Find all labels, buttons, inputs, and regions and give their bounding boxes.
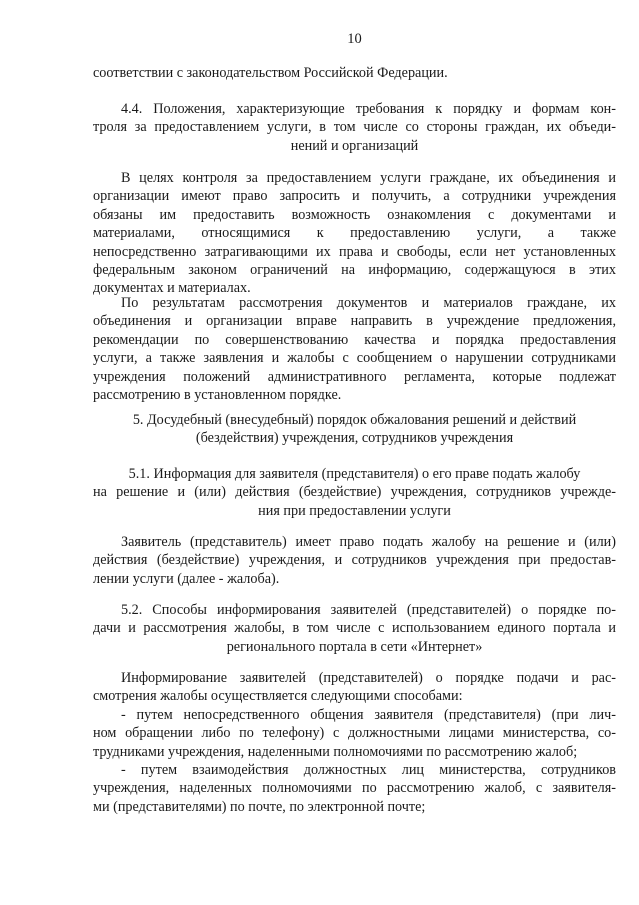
text-line: ном обращении либо по телефону) с должностными лицами министерства, со- <box>93 725 616 742</box>
text-line: учреждения положений административного регламента, которые подлежат <box>93 368 616 385</box>
text-line: объединения и организации вправе направить в учреждение предложения, <box>93 313 616 330</box>
text-line: обязаны им предоставить возможность ознакомления с документами и <box>93 206 616 223</box>
text-line: В целях контроля за предоставлением услуги граждане, их объединения и <box>121 170 616 186</box>
text-line: - путем непосредственного общения заявителя (представителя) (при лич- <box>121 707 616 723</box>
text-line: материалами, относящимися к предоставлению услуги, а также <box>93 225 616 242</box>
text-line: ми (представителями) по почте, по электронной почте; <box>93 798 426 815</box>
paragraph <box>93 169 616 298</box>
continuation-text <box>93 64 616 82</box>
text-line: - путем взаимодействия должностных лиц министерства, сотрудников <box>121 762 616 778</box>
text-line: действия (бездействие) учреждения, и сотрудников учреждения при предостав- <box>93 552 616 569</box>
section-heading-4-4 <box>93 100 616 155</box>
heading-line: 5. Досудебный (внесудебный) порядок обжалования решений и действий <box>132 412 577 428</box>
section-heading-5-1 <box>93 465 616 520</box>
text-line: федеральным законом ограничений на информацию, содержащуюся в этих <box>93 262 616 279</box>
text-line: учреждения, наделенных полномочиями по рассмотрению жалоб, с заявителя- <box>93 780 616 797</box>
text-line: услуги, а также заявления и жалобы с сообщением о нарушении сотрудниками <box>93 350 616 367</box>
heading-line: (бездействия) учреждения, сотрудников учреждения <box>195 430 514 447</box>
heading-line: 5.2. Способы информирования заявителей (представителей) о порядке по- <box>121 602 616 618</box>
text-line: лении услуги (далее - жалоба). <box>93 570 280 587</box>
heading-line: троля за предоставлением услуги, в том числе со стороны граждан, их объеди- <box>93 119 616 136</box>
list-item <box>93 706 616 761</box>
paragraph <box>93 533 616 588</box>
heading-line: 4.4. Положения, характеризующие требования к порядку и формам кон- <box>121 101 616 117</box>
heading-line: регионального портала в сети «Интернет» <box>226 638 483 655</box>
heading-line: ния при предоставлении услуги <box>258 502 451 519</box>
text-line: Заявитель (представитель) имеет право подать жалобу на решение и (или) <box>121 534 616 550</box>
text-line: документах и материалах. <box>93 280 251 297</box>
text-line: рассмотрению в установленном порядке. <box>93 387 342 404</box>
text-line: непосредственно затрагивающими их права и свободы, если нет установленных <box>93 243 616 260</box>
section-heading-5-2 <box>93 601 616 656</box>
list-item <box>93 761 616 816</box>
heading-line: на решение и (или) действия (бездействие) учреждения, сотрудников учрежде- <box>93 484 616 501</box>
text-line: соответствии с законодательством Российской Федерации. <box>93 65 448 81</box>
text-line: Информирование заявителей (представителей) о порядке подачи и рас- <box>121 670 616 686</box>
heading-line: 5.1. Информация для заявителя (представителя) о его праве подать жалобу <box>128 466 581 482</box>
text-line: организации имеют право запросить и получить, а сотрудники учреждения <box>93 188 616 205</box>
heading-line: нений и организаций <box>290 137 419 154</box>
heading-line: дачи и рассмотрения жалобы, в том числе с использованием единого портала и <box>93 620 616 637</box>
text-line: трудниками учреждения, наделенными полномочиями по рассмотрению жалоб; <box>93 743 578 760</box>
section-heading-5 <box>93 411 616 448</box>
paragraph <box>93 669 616 706</box>
text-line: По результатам рассмотрения документов и материалов граждане, их <box>121 295 616 311</box>
text-line: смотрения жалобы осуществляется следующими способами: <box>93 688 463 705</box>
paragraph <box>93 294 616 404</box>
text-line: рекомендации по совершенствованию качества и порядка предоставления <box>93 331 616 348</box>
page-number: 10 <box>347 31 362 47</box>
